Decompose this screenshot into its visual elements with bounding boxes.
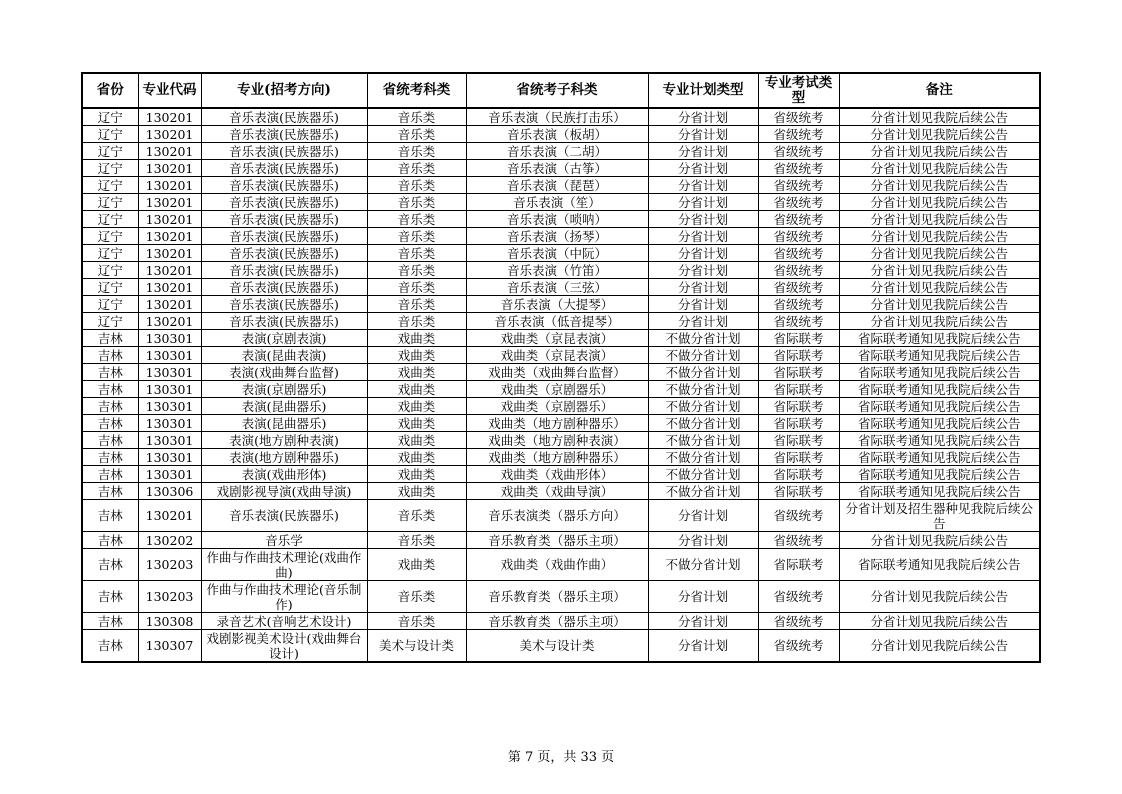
cell-exam-subcategory: 戏曲类（地方剧种器乐） (466, 415, 648, 432)
cell-notes: 省际联考通知见我院后续公告 (839, 415, 1040, 432)
cell-exam-type: 省级统考 (758, 279, 839, 296)
cell-exam-type: 省际联考 (758, 347, 839, 364)
cell-major-code: 130201 (138, 500, 201, 532)
cell-notes: 分省计划及招生器种见我院后续公告 (839, 500, 1040, 532)
cell-exam-category: 戏曲类 (367, 381, 466, 398)
table-row (82, 160, 1040, 177)
cell-notes: 分省计划见我院后续公告 (839, 630, 1040, 663)
cell-major-code: 130301 (138, 466, 201, 483)
cell-major-code: 130301 (138, 347, 201, 364)
cell-exam-type: 省级统考 (758, 500, 839, 532)
cell-exam-category: 戏曲类 (367, 432, 466, 449)
cell-exam-type: 省级统考 (758, 126, 839, 143)
table-row (82, 500, 1040, 532)
cell-major-code: 130301 (138, 398, 201, 415)
cell-exam-type: 省级统考 (758, 532, 839, 549)
cell-plan-type: 分省计划 (648, 581, 758, 613)
cell-province: 辽宁 (82, 160, 138, 177)
table-row (82, 262, 1040, 279)
cell-major: 音乐表演(民族器乐) (201, 279, 367, 296)
table-row (82, 228, 1040, 245)
table-row (82, 449, 1040, 466)
cell-major: 戏剧影视导演(戏曲导演) (201, 483, 367, 500)
cell-exam-type: 省际联考 (758, 449, 839, 466)
cell-province: 辽宁 (82, 296, 138, 313)
cell-major-code: 130201 (138, 177, 201, 194)
cell-exam-category: 戏曲类 (367, 330, 466, 347)
cell-province: 辽宁 (82, 126, 138, 143)
cell-exam-subcategory: 戏曲类（地方剧种器乐） (466, 449, 648, 466)
cell-exam-category: 音乐类 (367, 581, 466, 613)
cell-plan-type: 分省计划 (648, 532, 758, 549)
cell-exam-subcategory: 美术与设计类 (466, 630, 648, 663)
cell-province: 辽宁 (82, 245, 138, 262)
admissions-table (81, 72, 1041, 663)
cell-exam-subcategory: 戏曲类（戏曲舞台监督） (466, 364, 648, 381)
cell-major: 表演(昆曲器乐) (201, 415, 367, 432)
table-row (82, 483, 1040, 500)
cell-exam-category: 音乐类 (367, 613, 466, 630)
cell-notes: 分省计划见我院后续公告 (839, 279, 1040, 296)
cell-exam-category: 音乐类 (367, 126, 466, 143)
cell-major-code: 130201 (138, 279, 201, 296)
cell-major: 作曲与作曲技术理论(戏曲作曲) (201, 549, 367, 581)
header-exam-category: 省统考科类 (367, 73, 466, 108)
cell-exam-category: 音乐类 (367, 160, 466, 177)
table-row (82, 347, 1040, 364)
cell-province: 辽宁 (82, 177, 138, 194)
cell-exam-subcategory: 戏曲类（地方剧种表演） (466, 432, 648, 449)
cell-exam-subcategory: 戏曲类（戏曲作曲） (466, 549, 648, 581)
cell-exam-type: 省级统考 (758, 160, 839, 177)
table-row (82, 313, 1040, 330)
cell-major: 录音艺术(音响艺术设计) (201, 613, 367, 630)
cell-exam-type: 省级统考 (758, 313, 839, 330)
cell-major: 音乐学 (201, 532, 367, 549)
cell-province: 辽宁 (82, 108, 138, 126)
cell-major-code: 130201 (138, 126, 201, 143)
cell-exam-subcategory: 戏曲类（京昆表演） (466, 330, 648, 347)
cell-major-code: 130307 (138, 630, 201, 663)
cell-exam-subcategory: 音乐表演类（器乐方向） (466, 500, 648, 532)
cell-exam-type: 省际联考 (758, 432, 839, 449)
cell-exam-subcategory: 音乐表演（大提琴） (466, 296, 648, 313)
cell-province: 吉林 (82, 381, 138, 398)
cell-province: 吉林 (82, 415, 138, 432)
cell-province: 吉林 (82, 581, 138, 613)
cell-exam-type: 省际联考 (758, 415, 839, 432)
table-row (82, 398, 1040, 415)
cell-exam-subcategory: 音乐表演（唢呐） (466, 211, 648, 228)
cell-plan-type: 分省计划 (648, 194, 758, 211)
cell-exam-category: 音乐类 (367, 262, 466, 279)
cell-major: 表演(戏曲舞台监督) (201, 364, 367, 381)
cell-exam-type: 省级统考 (758, 194, 839, 211)
header-row (82, 73, 1040, 108)
table-row (82, 108, 1040, 126)
cell-major-code: 130308 (138, 613, 201, 630)
cell-notes: 分省计划见我院后续公告 (839, 160, 1040, 177)
cell-exam-type: 省级统考 (758, 630, 839, 663)
cell-notes: 省际联考通知见我院后续公告 (839, 432, 1040, 449)
cell-major-code: 130301 (138, 415, 201, 432)
cell-plan-type: 分省计划 (648, 143, 758, 160)
cell-major: 表演(地方剧种表演) (201, 432, 367, 449)
cell-exam-subcategory: 音乐表演（三弦） (466, 279, 648, 296)
cell-exam-type: 省级统考 (758, 108, 839, 126)
cell-major: 音乐表演(民族器乐) (201, 228, 367, 245)
cell-exam-type: 省际联考 (758, 364, 839, 381)
cell-plan-type: 分省计划 (648, 126, 758, 143)
cell-plan-type: 分省计划 (648, 262, 758, 279)
page-footer: 第 7 页，共 33 页 (507, 750, 615, 765)
cell-exam-category: 音乐类 (367, 279, 466, 296)
cell-plan-type: 不做分省计划 (648, 415, 758, 432)
cell-major: 音乐表演(民族器乐) (201, 160, 367, 177)
cell-province: 吉林 (82, 347, 138, 364)
table-row (82, 194, 1040, 211)
cell-province: 吉林 (82, 432, 138, 449)
cell-major: 表演(地方剧种器乐) (201, 449, 367, 466)
cell-exam-subcategory: 音乐表演（民族打击乐） (466, 108, 648, 126)
cell-plan-type: 不做分省计划 (648, 449, 758, 466)
cell-exam-subcategory: 戏曲类（京昆表演） (466, 347, 648, 364)
cell-notes: 分省计划见我院后续公告 (839, 296, 1040, 313)
cell-major-code: 130201 (138, 262, 201, 279)
cell-exam-type: 省级统考 (758, 262, 839, 279)
cell-exam-subcategory: 音乐表演（低音提琴） (466, 313, 648, 330)
cell-notes: 省际联考通知见我院后续公告 (839, 364, 1040, 381)
cell-exam-category: 戏曲类 (367, 449, 466, 466)
cell-major-code: 130201 (138, 313, 201, 330)
cell-exam-type: 省级统考 (758, 228, 839, 245)
cell-major: 音乐表演(民族器乐) (201, 262, 367, 279)
header-plan-type: 专业计划类型 (648, 73, 758, 108)
cell-notes: 分省计划见我院后续公告 (839, 211, 1040, 228)
cell-plan-type: 分省计划 (648, 279, 758, 296)
cell-exam-subcategory: 戏曲类（戏曲导演） (466, 483, 648, 500)
cell-plan-type: 分省计划 (648, 108, 758, 126)
cell-exam-type: 省际联考 (758, 330, 839, 347)
cell-exam-subcategory: 戏曲类（京剧器乐） (466, 381, 648, 398)
cell-major-code: 130201 (138, 160, 201, 177)
cell-major-code: 130301 (138, 449, 201, 466)
cell-notes: 分省计划见我院后续公告 (839, 108, 1040, 126)
cell-plan-type: 不做分省计划 (648, 364, 758, 381)
cell-exam-category: 音乐类 (367, 228, 466, 245)
cell-notes: 省际联考通知见我院后续公告 (839, 347, 1040, 364)
cell-exam-type: 省级统考 (758, 177, 839, 194)
cell-exam-category: 音乐类 (367, 532, 466, 549)
cell-major-code: 130301 (138, 364, 201, 381)
cell-province: 辽宁 (82, 313, 138, 330)
cell-plan-type: 分省计划 (648, 296, 758, 313)
cell-notes: 分省计划见我院后续公告 (839, 532, 1040, 549)
cell-province: 吉林 (82, 449, 138, 466)
cell-major-code: 130201 (138, 245, 201, 262)
header-exam-type: 专业考试类型 (758, 73, 839, 108)
cell-exam-type: 省际联考 (758, 398, 839, 415)
table-row (82, 211, 1040, 228)
table-row (82, 381, 1040, 398)
cell-major: 音乐表演(民族器乐) (201, 177, 367, 194)
cell-major: 音乐表演(民族器乐) (201, 313, 367, 330)
header-major: 专业(招考方向) (201, 73, 367, 108)
cell-exam-type: 省际联考 (758, 549, 839, 581)
cell-province: 吉林 (82, 398, 138, 415)
cell-major-code: 130201 (138, 211, 201, 228)
cell-province: 吉林 (82, 549, 138, 581)
cell-plan-type: 分省计划 (648, 211, 758, 228)
cell-exam-type: 省际联考 (758, 483, 839, 500)
cell-major: 音乐表演(民族器乐) (201, 194, 367, 211)
cell-plan-type: 不做分省计划 (648, 483, 758, 500)
cell-notes: 省际联考通知见我院后续公告 (839, 449, 1040, 466)
cell-exam-category: 戏曲类 (367, 415, 466, 432)
cell-notes: 分省计划见我院后续公告 (839, 126, 1040, 143)
cell-major: 作曲与作曲技术理论(音乐制作) (201, 581, 367, 613)
cell-exam-subcategory: 音乐教育类（器乐主项） (466, 613, 648, 630)
cell-exam-type: 省级统考 (758, 143, 839, 160)
cell-notes: 省际联考通知见我院后续公告 (839, 549, 1040, 581)
cell-major: 音乐表演(民族器乐) (201, 143, 367, 160)
cell-exam-subcategory: 戏曲类（戏曲形体） (466, 466, 648, 483)
table-row (82, 364, 1040, 381)
cell-exam-category: 音乐类 (367, 143, 466, 160)
cell-plan-type: 分省计划 (648, 228, 758, 245)
cell-notes: 分省计划见我院后续公告 (839, 581, 1040, 613)
cell-exam-category: 戏曲类 (367, 347, 466, 364)
cell-notes: 分省计划见我院后续公告 (839, 143, 1040, 160)
cell-plan-type: 不做分省计划 (648, 330, 758, 347)
cell-notes: 省际联考通知见我院后续公告 (839, 381, 1040, 398)
cell-exam-subcategory: 音乐教育类（器乐主项） (466, 581, 648, 613)
cell-exam-category: 戏曲类 (367, 466, 466, 483)
cell-notes: 分省计划见我院后续公告 (839, 177, 1040, 194)
cell-notes: 分省计划见我院后续公告 (839, 194, 1040, 211)
cell-exam-category: 音乐类 (367, 177, 466, 194)
cell-exam-type: 省级统考 (758, 581, 839, 613)
cell-plan-type: 分省计划 (648, 177, 758, 194)
cell-plan-type: 分省计划 (648, 245, 758, 262)
cell-plan-type: 不做分省计划 (648, 347, 758, 364)
cell-exam-subcategory: 音乐表演（扬琴） (466, 228, 648, 245)
cell-exam-subcategory: 音乐表演（竹笛） (466, 262, 648, 279)
cell-major: 表演(戏曲形体) (201, 466, 367, 483)
header-exam-subcategory: 省统考子科类 (466, 73, 648, 108)
cell-province: 吉林 (82, 364, 138, 381)
cell-notes: 省际联考通知见我院后续公告 (839, 398, 1040, 415)
cell-exam-type: 省级统考 (758, 296, 839, 313)
cell-notes: 分省计划见我院后续公告 (839, 313, 1040, 330)
table-row (82, 296, 1040, 313)
cell-exam-subcategory: 音乐表演（琵琶） (466, 177, 648, 194)
cell-exam-subcategory: 音乐表演（板胡） (466, 126, 648, 143)
cell-province: 吉林 (82, 330, 138, 347)
cell-exam-type: 省级统考 (758, 613, 839, 630)
cell-major: 音乐表演(民族器乐) (201, 296, 367, 313)
cell-major: 音乐表演(民族器乐) (201, 108, 367, 126)
cell-plan-type: 分省计划 (648, 630, 758, 663)
cell-major-code: 130306 (138, 483, 201, 500)
cell-plan-type: 不做分省计划 (648, 432, 758, 449)
table-row (82, 532, 1040, 549)
cell-exam-category: 音乐类 (367, 108, 466, 126)
header-major-code: 专业代码 (138, 73, 201, 108)
cell-major: 表演(昆曲器乐) (201, 398, 367, 415)
cell-notes: 分省计划见我院后续公告 (839, 245, 1040, 262)
cell-major: 表演(京剧表演) (201, 330, 367, 347)
table-row (82, 466, 1040, 483)
cell-notes: 省际联考通知见我院后续公告 (839, 330, 1040, 347)
cell-major-code: 130301 (138, 330, 201, 347)
cell-major: 音乐表演(民族器乐) (201, 245, 367, 262)
cell-exam-subcategory: 音乐表演（古筝） (466, 160, 648, 177)
cell-plan-type: 分省计划 (648, 313, 758, 330)
cell-major: 音乐表演(民族器乐) (201, 126, 367, 143)
cell-major-code: 130201 (138, 228, 201, 245)
cell-province: 辽宁 (82, 279, 138, 296)
cell-exam-category: 音乐类 (367, 296, 466, 313)
cell-exam-type: 省级统考 (758, 211, 839, 228)
cell-exam-category: 美术与设计类 (367, 630, 466, 663)
cell-plan-type: 分省计划 (648, 500, 758, 532)
cell-major-code: 130201 (138, 296, 201, 313)
cell-major: 表演(京剧器乐) (201, 381, 367, 398)
cell-major-code: 130201 (138, 143, 201, 160)
cell-major: 音乐表演(民族器乐) (201, 500, 367, 532)
cell-plan-type: 不做分省计划 (648, 398, 758, 415)
cell-exam-category: 音乐类 (367, 500, 466, 532)
cell-exam-category: 音乐类 (367, 211, 466, 228)
cell-province: 吉林 (82, 613, 138, 630)
header-province: 省份 (82, 73, 138, 108)
cell-notes: 分省计划见我院后续公告 (839, 228, 1040, 245)
table-row (82, 549, 1040, 581)
cell-province: 吉林 (82, 483, 138, 500)
cell-major: 表演(昆曲表演) (201, 347, 367, 364)
cell-major-code: 130301 (138, 381, 201, 398)
cell-major: 戏剧影视美术设计(戏曲舞台设计) (201, 630, 367, 663)
cell-exam-category: 戏曲类 (367, 483, 466, 500)
table-row (82, 613, 1040, 630)
cell-exam-type: 省际联考 (758, 466, 839, 483)
cell-exam-category: 音乐类 (367, 313, 466, 330)
cell-exam-subcategory: 音乐表演（笙） (466, 194, 648, 211)
cell-exam-category: 音乐类 (367, 194, 466, 211)
table-row (82, 330, 1040, 347)
cell-exam-subcategory: 音乐教育类（器乐主项） (466, 532, 648, 549)
cell-province: 吉林 (82, 532, 138, 549)
table-row (82, 279, 1040, 296)
cell-province: 辽宁 (82, 228, 138, 245)
cell-notes: 分省计划见我院后续公告 (839, 613, 1040, 630)
cell-plan-type: 分省计划 (648, 613, 758, 630)
cell-notes: 省际联考通知见我院后续公告 (839, 466, 1040, 483)
cell-major-code: 130203 (138, 581, 201, 613)
table-row (82, 177, 1040, 194)
cell-major-code: 130301 (138, 432, 201, 449)
cell-exam-subcategory: 戏曲类（京剧器乐） (466, 398, 648, 415)
cell-exam-subcategory: 音乐表演（二胡） (466, 143, 648, 160)
table-row (82, 126, 1040, 143)
table-body (82, 108, 1040, 662)
table-row (82, 432, 1040, 449)
cell-exam-type: 省级统考 (758, 245, 839, 262)
cell-province: 辽宁 (82, 262, 138, 279)
cell-exam-category: 戏曲类 (367, 398, 466, 415)
cell-exam-subcategory: 音乐表演（中阮） (466, 245, 648, 262)
cell-exam-category: 音乐类 (367, 245, 466, 262)
cell-major-code: 130201 (138, 108, 201, 126)
cell-major: 音乐表演(民族器乐) (201, 211, 367, 228)
cell-notes: 省际联考通知见我院后续公告 (839, 483, 1040, 500)
header-notes: 备注 (839, 73, 1040, 108)
table-row (82, 415, 1040, 432)
cell-exam-category: 戏曲类 (367, 364, 466, 381)
cell-major-code: 130201 (138, 194, 201, 211)
cell-exam-category: 戏曲类 (367, 549, 466, 581)
table-row (82, 581, 1040, 613)
cell-plan-type: 不做分省计划 (648, 381, 758, 398)
cell-province: 辽宁 (82, 194, 138, 211)
cell-province: 辽宁 (82, 143, 138, 160)
cell-province: 吉林 (82, 466, 138, 483)
cell-major-code: 130203 (138, 549, 201, 581)
cell-province: 吉林 (82, 630, 138, 663)
cell-plan-type: 不做分省计划 (648, 466, 758, 483)
cell-province: 吉林 (82, 500, 138, 532)
cell-exam-type: 省际联考 (758, 381, 839, 398)
cell-province: 辽宁 (82, 211, 138, 228)
table-row (82, 245, 1040, 262)
table-row (82, 143, 1040, 160)
cell-plan-type: 不做分省计划 (648, 549, 758, 581)
cell-major-code: 130202 (138, 532, 201, 549)
table-row (82, 630, 1040, 663)
cell-plan-type: 分省计划 (648, 160, 758, 177)
cell-notes: 分省计划见我院后续公告 (839, 262, 1040, 279)
